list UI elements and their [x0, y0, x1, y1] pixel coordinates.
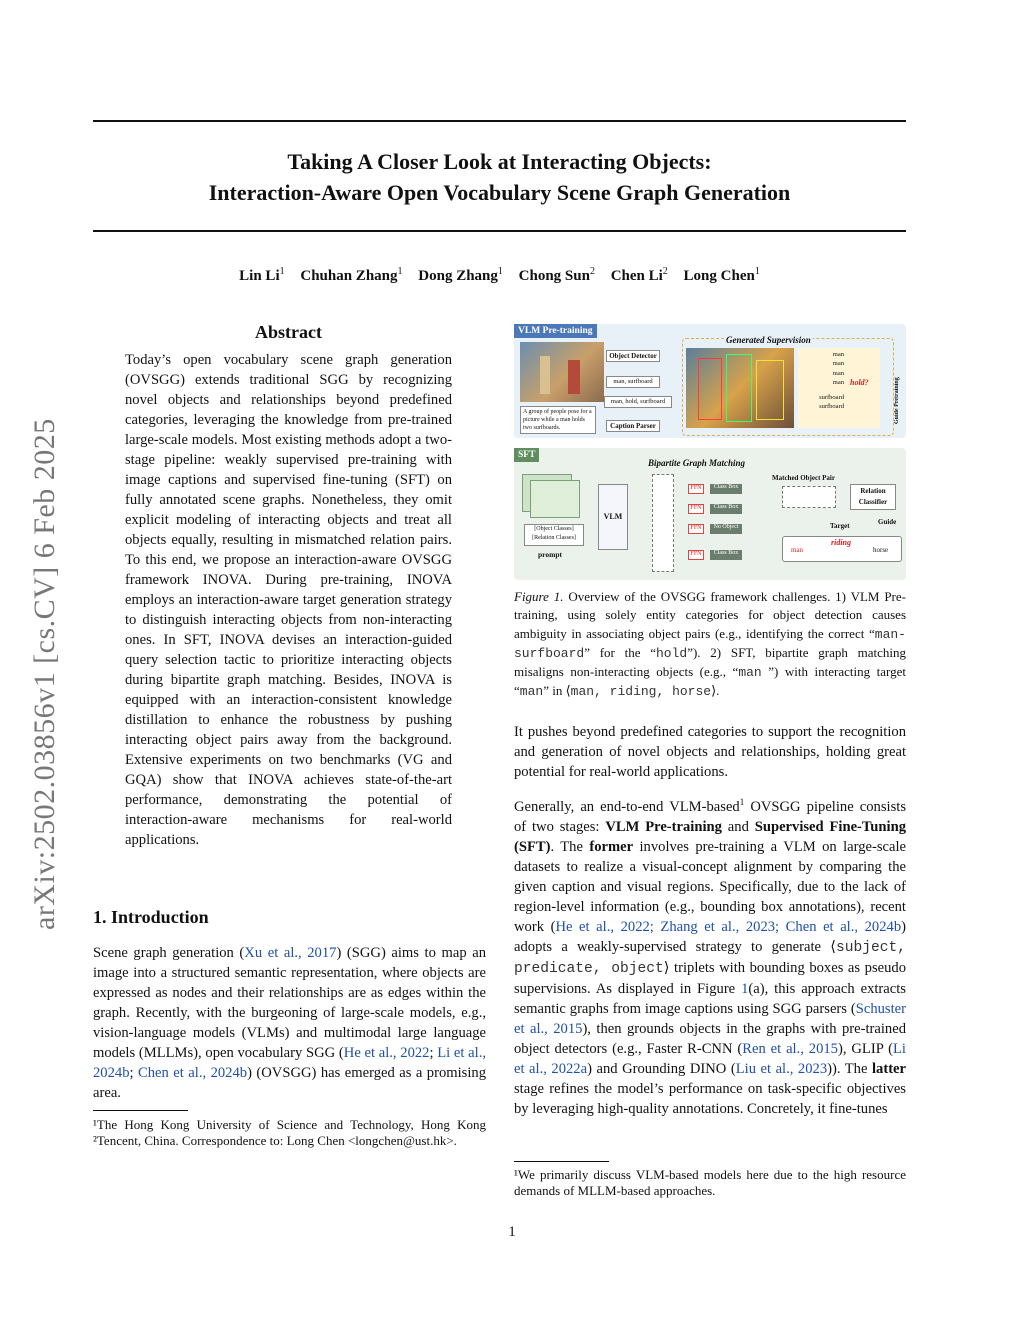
hold-question: hold? [850, 378, 869, 387]
citation-link[interactable]: Li et al., 2024b [93, 1045, 486, 1081]
citation-link[interactable]: Schuster et al., 2015 [514, 1000, 906, 1037]
arxiv-identifier: arXiv:2502.03856v1 [cs.CV] 6 Feb 2025 [28, 418, 61, 930]
author: Chong Sun$^2$ [518, 266, 595, 284]
target-object: horse [873, 546, 889, 554]
abstract-text: Today’s open vocabulary scene graph generation (OVSGG) extends traditional SGG by recognizing novel objects and relationships beyond predefined categories, leveraging the knowledge from pre-trained large-scale models. Most existing methods adopt a two-stage pipeline: weakly supervised pre-training with image captions and supervised fine-tuning (SFT) on fully annotated scene graphs. Nonetheless, they omit explicit modeling of interacting objects and treat all objects equally, resulting in mismatched relation pairs. To this end, we propose an interaction-aware OVSGG framework INOVA. During pre-training, INOVA employs an interaction-aware target generation strategy to distinguish interacting objects from non-interacting ones. In SFT, INOVA devises an interaction-guided query selection tactic to prioritize interacting objects during bipartite graph matching. Besides, INOVA is equipped with an interaction-consistent knowledge distillation to enhance the robustness by pushing interacting object pairs away from the background. Extensive experiments on two benchmarks (VG and GQA) show that INOVA achieves state-of-the-art performance, demonstrating the potential of interaction-aware mechanisms for real-world applications. [125, 352, 452, 848]
citation-link[interactable]: Ren et al., 2015 [742, 1040, 838, 1057]
class-box: Class Box [710, 550, 742, 560]
parser-output: man, hold, surfboard [604, 396, 672, 408]
citation-link[interactable]: Xu et al., 2017 [244, 945, 337, 961]
caption-parser-box: Caption Parser [606, 420, 660, 432]
title-rule-bottom [93, 230, 906, 232]
relation-candidates: man man man man surfboard surfboard hold? [798, 348, 880, 428]
ffn-box: FFN [688, 504, 704, 514]
vlm-footnote: ¹We primarily discuss VLM-based models here due to the high resource demands of MLLM-based approaches. [514, 1167, 906, 1198]
guide-label: Guide [878, 518, 897, 526]
target-label: Target [830, 522, 850, 530]
author-list [93, 266, 906, 285]
footnote-rule [93, 1110, 188, 1111]
detection-photo [686, 348, 794, 428]
page-number: 1 [508, 1224, 516, 1240]
intro-heading: 1. Introduction [93, 907, 209, 927]
author: Lin Li$^1$ [239, 266, 285, 284]
target-predicate: riding [831, 538, 852, 547]
prompt-label: prompt [538, 550, 563, 559]
ffn-box: FFN [688, 550, 704, 560]
matched-pair-box [782, 486, 836, 508]
affiliation-footnote: ¹The Hong Kong University of Science and Technology, Hong Kong ²Tencent, China. Correspondence to: Long Chen <longchen@ust.hk>. [93, 1117, 486, 1148]
citation-link[interactable]: He et al., 2022 [343, 1045, 430, 1061]
figure-caption: Figure 1. Overview of the OVSGG framework challenges. 1) VLM Pre-training, using solely entity categories for object detection causes ambiguity in associating object pairs (e.g., identifying the correct “man-surfboard” for the “hold”). 2) SFT, bipartite graph matching misaligns non-interacting objects (e.g., “man ”) with interacting target “man” in ⟨man, riding, horse⟩. [514, 589, 906, 700]
target-subject: man [791, 546, 804, 554]
author: Chen Li$^2$ [610, 266, 668, 284]
right-paragraph-1: It pushes beyond predefined categories to support the recognition and generation of novel objects and relationships, holding great potential for real-world applications. [514, 724, 906, 780]
figure-1 [514, 324, 906, 580]
ffn-box: FFN [688, 484, 704, 494]
no-object-box: No Object [710, 524, 742, 534]
citation-link[interactable]: Liu et al., 2023 [735, 1060, 828, 1077]
class-box: Class Box [710, 504, 742, 514]
relation-classifier-box: Relation Classifier [850, 484, 896, 510]
citation-link[interactable]: He et al., 2022; Zhang et al., 2023; Chen et al., 2024b [555, 918, 902, 935]
query-column [652, 474, 674, 572]
right-paragraph-2: Generally, an end-to-end VLM-based$^1$ OVSGG pipeline consists of two stages: VLM Pre-training and Supervised Fine-Tuning (SFT). The former involves pre-training a VLM on large-scale datasets to realize a visual-concept alignment by comparing the given caption and visual regions. Specifically, due to the lack of region-level information (e.g., bounding box annotations), recent work (He et al., 2022; Zhang et al., 2023; Chen et al., 2024b) adopts a weakly-supervised strategy to generate ⟨subject, predicate, object⟩ triplets with bounding boxes as pseudo supervisions. As displayed in Figure 1(a), this approach extracts semantic graphs from image captions using SGG parsers (Schuster et al., 2015), then grounds objects in the graphs with pre-trained object detectors (e.g., Faster R-CNN (Ren et al., 2015), GLIP (Li et al., 2022a) and Grounding DINO (Liu et al., 2023)). The latter stage refines the model’s performance on task-specific objectives by leveraging high-quality annotations. Concretely, it fine-tunes [514, 797, 907, 1117]
intro-paragraph: Scene graph generation (Xu et al., 2017) (SGG) aims to map an image into a structured semantic representation, where objects are expressed as nodes and their relationships are as edges within the graph. Recently, with the burgeoning of large-scale models, e.g., vision-language models (VLMs) and multimodal large language models (MLLMs), open vocabulary SGG (He et al., 2022; Li et al., 2024b; Chen et al., 2024b) (OVSGG) has emerged as a promising area. [93, 945, 486, 1101]
vlm-box: VLM [598, 484, 628, 550]
caption-input-box: A group of people pose for a picture while a man holds two surfboards. [520, 406, 596, 434]
matched-pair-label: Matched Object Pair [772, 474, 835, 482]
image-stack-icon [530, 480, 580, 518]
ffn-box: FFN [688, 524, 704, 534]
generated-supervision-label: Generated Supervision [726, 335, 811, 345]
vlm-pretraining-tag: VLM Pre-training [514, 324, 597, 338]
title-rule-top [93, 120, 906, 122]
paper-title-line1: Taking A Closer Look at Interacting Objects: [287, 149, 712, 174]
detector-output: man, surfboard [606, 376, 660, 388]
group-photo [520, 342, 604, 402]
footnote-rule [514, 1161, 609, 1162]
target-triplet-box [782, 536, 902, 562]
author: Long Chen$^1$ [683, 266, 760, 284]
prompt-box: [Object Classes] [Relation Classes] [524, 524, 584, 546]
class-box: Class Box [710, 484, 742, 494]
sft-tag: SFT [514, 448, 539, 462]
citation-link[interactable]: Li et al., 2022a [514, 1040, 906, 1077]
object-detector-box: Object Detector [606, 350, 660, 362]
paper-title-line2: Interaction-Aware Open Vocabulary Scene Graph Generation [208, 180, 791, 205]
citation-link[interactable]: Chen et al., 2024b [138, 1065, 248, 1081]
figure-ref-link[interactable]: 1 [741, 980, 749, 997]
guide-pretraining-label: Guide Pretraining [894, 377, 900, 424]
author: Dong Zhang$^1$ [418, 266, 503, 284]
abstract-heading: Abstract [255, 322, 322, 342]
author: Chuhan Zhang$^1$ [300, 266, 403, 284]
bipartite-label: Bipartite Graph Matching [648, 458, 746, 468]
